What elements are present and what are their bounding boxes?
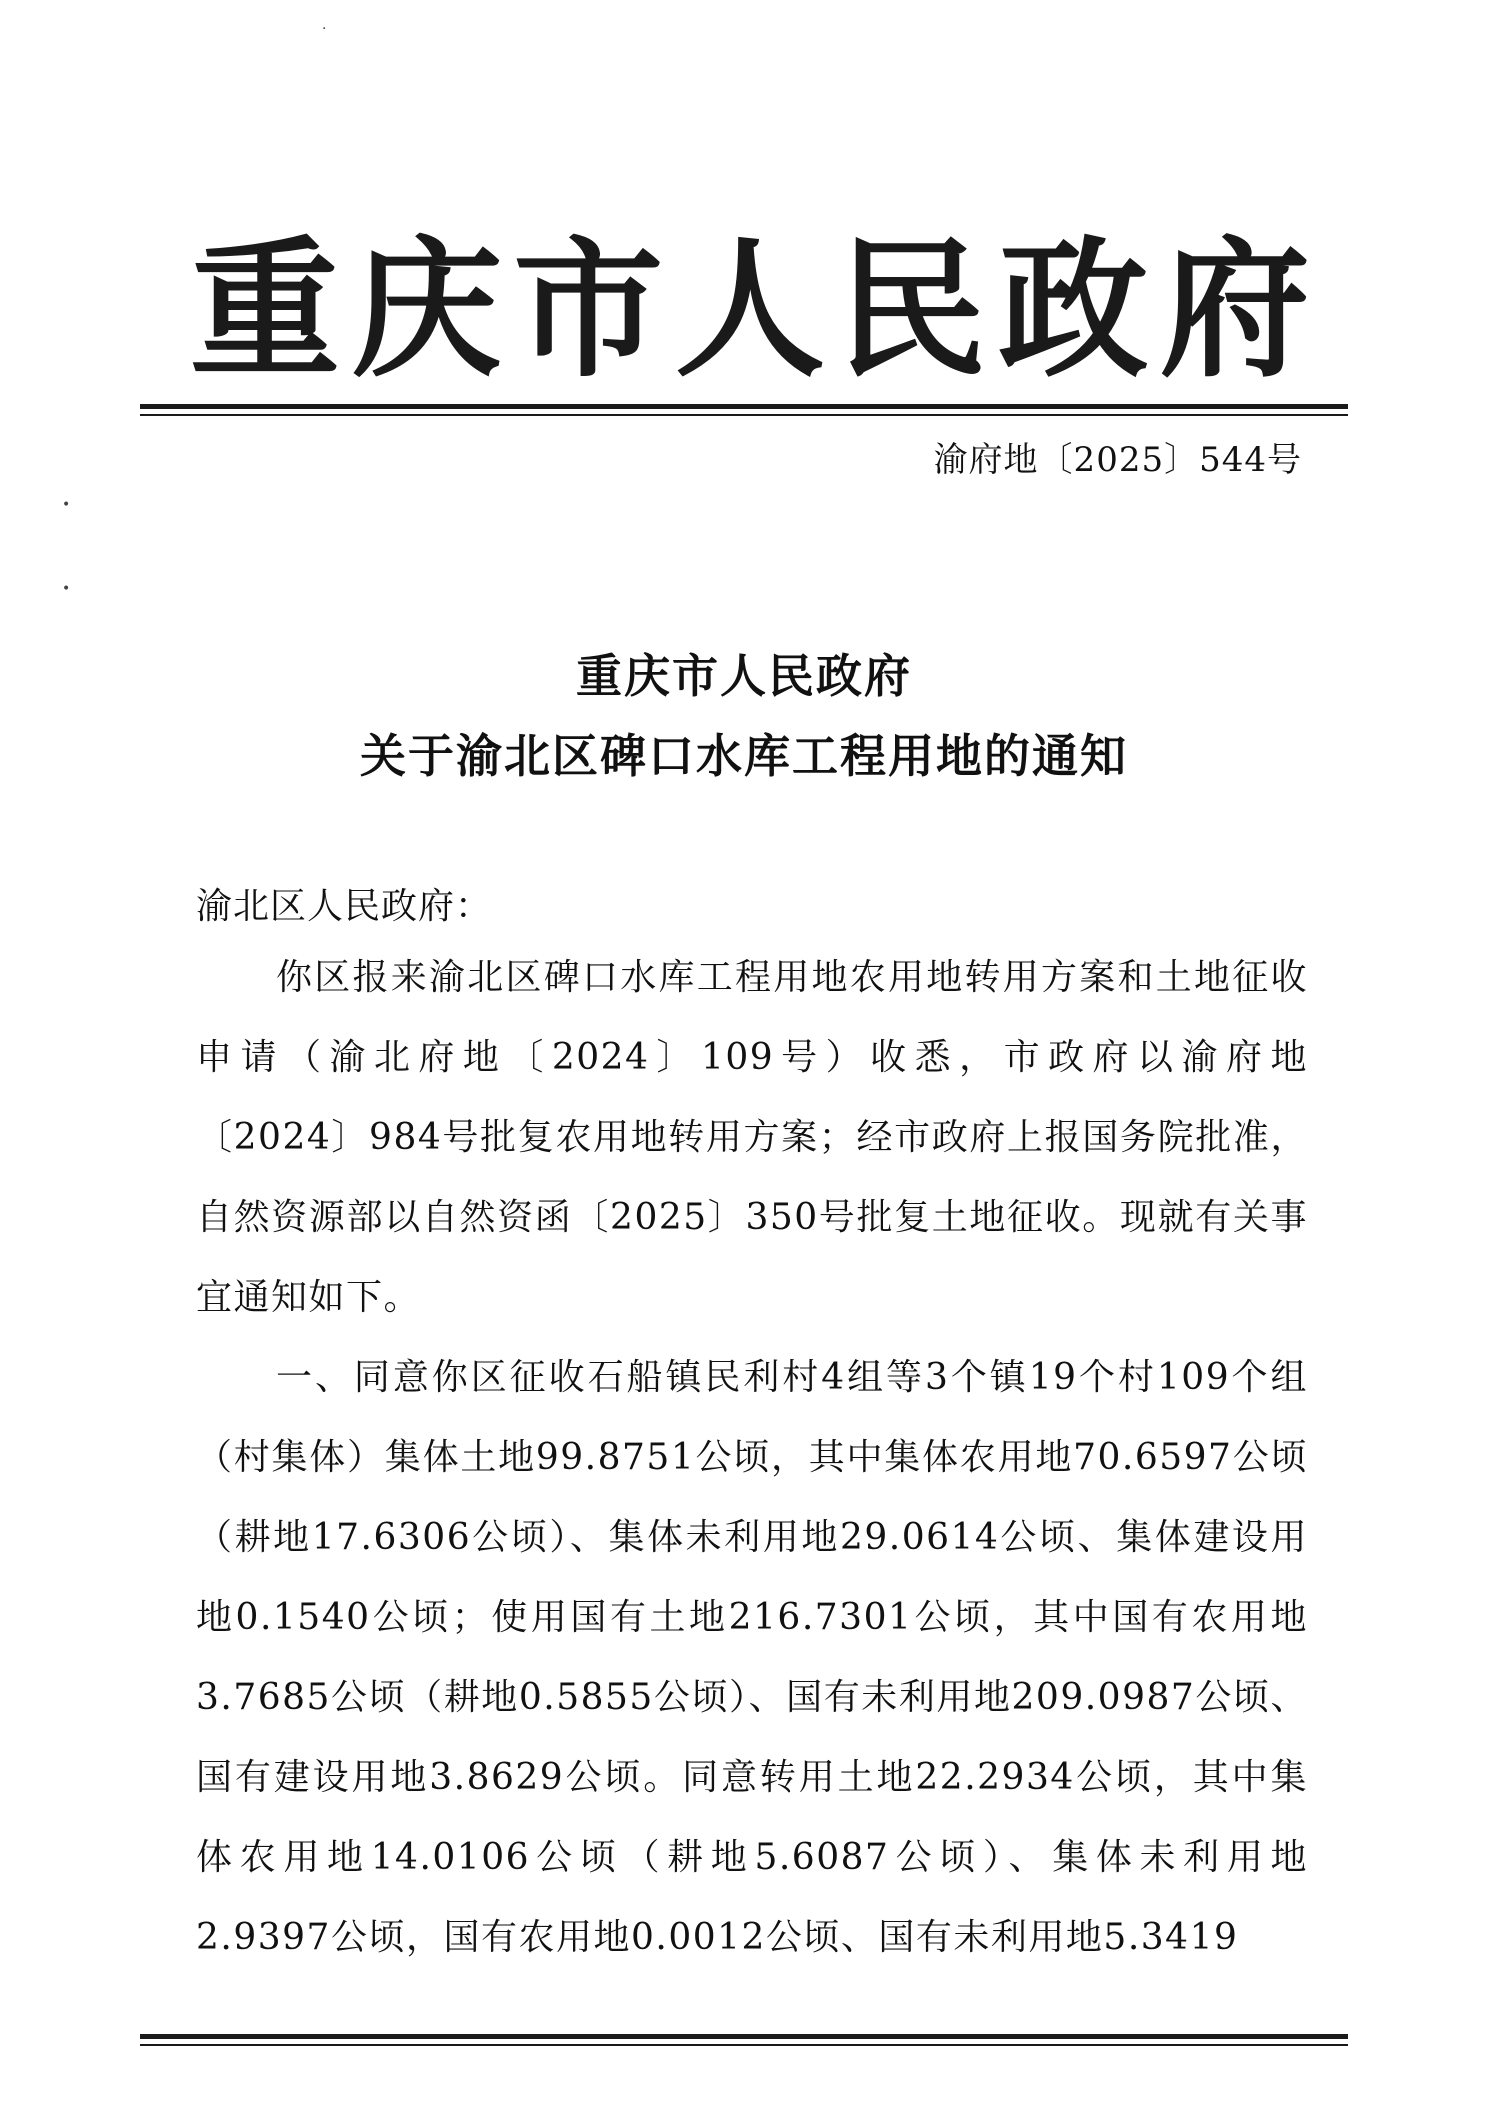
scan-mark-top: · xyxy=(322,21,327,37)
footer-rule-thick xyxy=(140,2034,1348,2039)
issuer-char: 政 xyxy=(998,222,1149,398)
issuer-char: 人 xyxy=(674,222,825,398)
document-number: 渝府地〔2025〕544号 xyxy=(933,440,1302,480)
issuer-name xyxy=(190,215,1310,405)
scan-mark-left-2: • xyxy=(62,581,71,597)
issuer-char: 市 xyxy=(513,222,664,398)
body-paragraph-1: 你区报来渝北区碑口水库工程用地农用地转用方案和土地征收申请（渝北府地〔2024〕109号）收悉，市政府以渝府地〔2024〕984号批复农用地转用方案；经市政府上报国务院批准，自然资源部以自然资函〔2025〕350号批复土地征收。现就有关事宜通知如下。 xyxy=(196,957,1308,1318)
issuer-char: 庆 xyxy=(351,222,502,398)
title-line-1: 重庆市人民政府 xyxy=(576,649,912,703)
issuer-char: 民 xyxy=(836,222,987,398)
title-line-2: 关于渝北区碑口水库工程用地的通知 xyxy=(360,729,1128,783)
issuer-char: 重 xyxy=(190,222,341,398)
issuer-char: 府 xyxy=(1159,222,1310,398)
body-paragraph-2: 一、同意你区征收石船镇民利村4组等3个镇19个村109个组（村集体）集体土地99.8751公顷，其中集体农用地70.6597公顷（耕地17.6306公顷）、集体未利用地29.0614公顷、集体建设用地0.1540公顷；使用国有土地216.7301公顷，其中国有农用地3.7685公顷（耕地0.5855公顷）、国有未利用地209.0987公顷、国有建设用地3.8629公顷。同意转用土地22.2934公顷，其中集体农用地14.0106公顷（耕地5.6087公顷）、集体未利用地2.9397公顷，国有农用地0.0012公顷、国有未利用地5.3419 xyxy=(196,1357,1308,1958)
scan-mark-left-1: • xyxy=(62,497,71,513)
header-rule-thin xyxy=(140,414,1348,416)
addressee: 渝北区人民政府： xyxy=(196,886,493,927)
footer-rule-thin xyxy=(140,2044,1348,2046)
header-rule-thick xyxy=(140,404,1348,409)
